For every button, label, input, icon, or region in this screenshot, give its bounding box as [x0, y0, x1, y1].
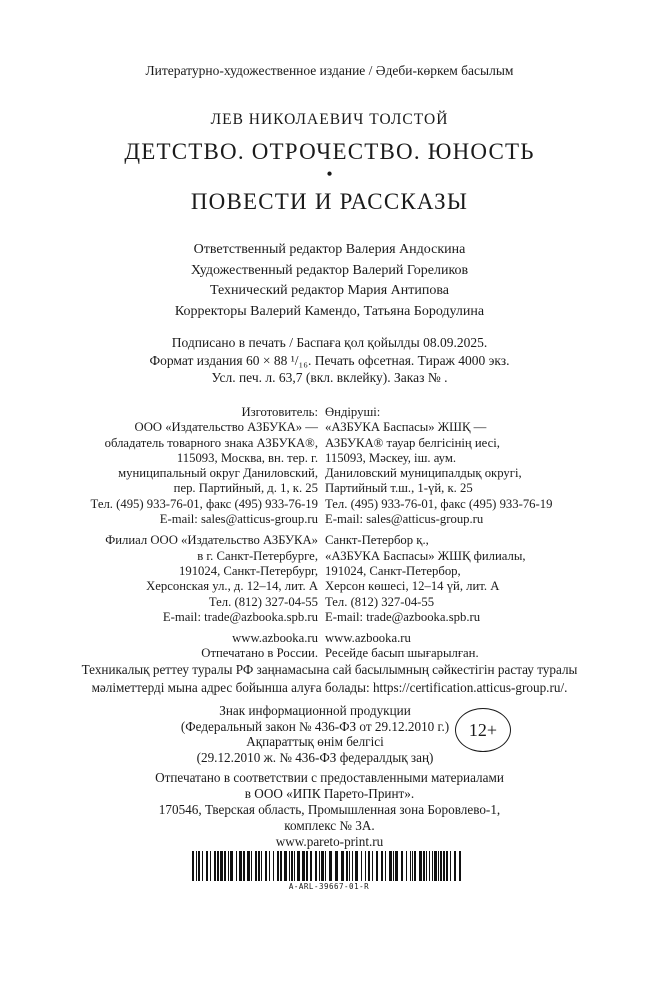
publisher-line: 115093, Мәскеу, іш. аум. [325, 450, 457, 465]
branch-line: Херсон көшесі, 12–14 үй, лит. А [325, 579, 500, 594]
signed-date: Подписано в печать / Баспаға қол қойылды 08.09.2025. [171, 335, 488, 350]
branch-email: E-mail: trade@azbooka.spb.ru [162, 609, 318, 624]
publisher-line: Изготовитель: [241, 405, 318, 419]
branch-line: Тел. (812) 327-04-55 [208, 594, 318, 609]
barcode-number: A-ARL-39667-01-R [288, 882, 370, 891]
info-product-label [170, 703, 460, 765]
printer-website: www.pareto-print.ru [275, 834, 384, 849]
credit-line: Технический редактор Мария Антипова [210, 283, 449, 298]
label-line: (29.12.2010 ж. № 436-ФЗ федералдық заң) [196, 749, 434, 765]
printer-info [0, 770, 659, 850]
barcode-graphic [191, 851, 467, 881]
format-line: Формат издания 60 × 88 ¹/₁₆. Печать офсетная. Тираж 4000 экз. [149, 352, 510, 368]
branch-line: Херсонская ул., д. 12–14, лит. А [146, 579, 318, 594]
publisher-line: Партийный т.ш., 1-үй, к. 25 [325, 481, 473, 496]
publisher-email: E-mail: sales@atticus-group.ru [325, 512, 484, 527]
publisher-line: Тел. (495) 933-76-01, факс (495) 933-76-19 [90, 496, 318, 511]
branch-line: «АЗБУКА Баспасы» ЖШҚ филиалы, [325, 548, 526, 563]
publisher-line: Өндіруші: [325, 405, 381, 419]
print-details [0, 334, 659, 387]
printer-line: комплекс № 3А. [284, 818, 375, 833]
genre-line: Литературно-художественное издание / Әдеби-көркем басылым [145, 63, 514, 78]
branch-line: в г. Санкт-Петербурге, [197, 548, 318, 563]
note-line: мәліметтерді мына адрес бойынша алуға болады: https://certification.atticus-group.ru/. [91, 679, 568, 695]
printed-in-line: Ресейде басып шығарылған. [325, 646, 479, 661]
book-subtitle: ПОВЕСТИ И РАССКАЗЫ [190, 189, 469, 214]
publisher-line: муниципальный округ Даниловский, [118, 466, 318, 481]
label-line: Знак информационной продукции [219, 703, 411, 718]
book-title: ДЕТСТВО. ОТРОЧЕСТВО. ЮНОСТЬ [124, 139, 535, 164]
editorial-credits [0, 240, 659, 322]
order-barcode [191, 851, 467, 892]
credit-line: Художественный редактор Валерий Гореликов [190, 262, 469, 278]
publisher-website: www.azbooka.ru [325, 631, 411, 646]
printed-in-line: Отпечатано в России. [201, 646, 318, 661]
credit-line: Ответственный редактор Валерия Андоскина [193, 242, 466, 257]
publisher-line: Даниловский муниципалдық округі, [325, 466, 522, 481]
certification-note [0, 661, 659, 696]
title-separator: • [326, 164, 333, 184]
branch-line: 191024, Санкт-Петербор, [325, 563, 461, 578]
publisher-email: E-mail: sales@atticus-group.ru [159, 512, 318, 527]
publisher-line: обладатель товарного знака АЗБУКА®, [104, 435, 318, 450]
branch-line: Тел. (812) 327-04-55 [325, 594, 435, 609]
publisher-line: ООО «Издательство АЗБУКА» — [134, 420, 318, 435]
branch-line: 191024, Санкт-Петербург, [179, 563, 318, 578]
printer-line: Отпечатано в соответствии с предоставленными материалами [155, 770, 504, 785]
publisher-kazakh [325, 405, 552, 662]
label-line: (Федеральный закон № 436-ФЗ от 29.12.2010 г.) [180, 718, 450, 734]
publisher-website: www.azbooka.ru [232, 631, 318, 646]
publisher-russian [91, 405, 318, 662]
branch-line: Филиал ООО «Издательство АЗБУКА» [105, 533, 318, 548]
branch-email: E-mail: trade@azbooka.spb.ru [325, 609, 481, 624]
publisher-line: пер. Партийный, д. 1, к. 25 [173, 481, 318, 496]
label-line: Ақпараттық өнім белгісі [246, 734, 384, 749]
printer-line: 170546, Тверская область, Промышленная зона Боровлево-1, [158, 802, 501, 817]
publisher-line: АЗБУКА® тауар белгісінің иесі, [325, 435, 500, 450]
credit-line: Корректоры Валерий Камендо, Татьяна Бородулина [174, 303, 485, 319]
author-name: ЛЕВ НИКОЛАЕВИЧ ТОЛСТОЙ [210, 111, 449, 128]
sheets-line: Усл. печ. л. 63,7 (вкл. вклейку). Заказ № . [211, 370, 448, 385]
age-rating-badge: 12+ [455, 708, 511, 752]
publisher-line: «АЗБУКА Баспасы» ЖШҚ — [325, 420, 487, 435]
publisher-line: Тел. (495) 933-76-01, факс (495) 933-76-19 [325, 496, 553, 511]
branch-line: Санкт-Петербор қ., [325, 533, 429, 548]
printer-line: в ООО «ИПК Парето-Принт». [244, 786, 415, 801]
note-line: Техникалық реттеу туралы РФ заңнамасына сай басылымның сәйкестігін растау туралы [81, 662, 578, 677]
publisher-line: 115093, Москва, вн. тер. г. [176, 450, 318, 465]
